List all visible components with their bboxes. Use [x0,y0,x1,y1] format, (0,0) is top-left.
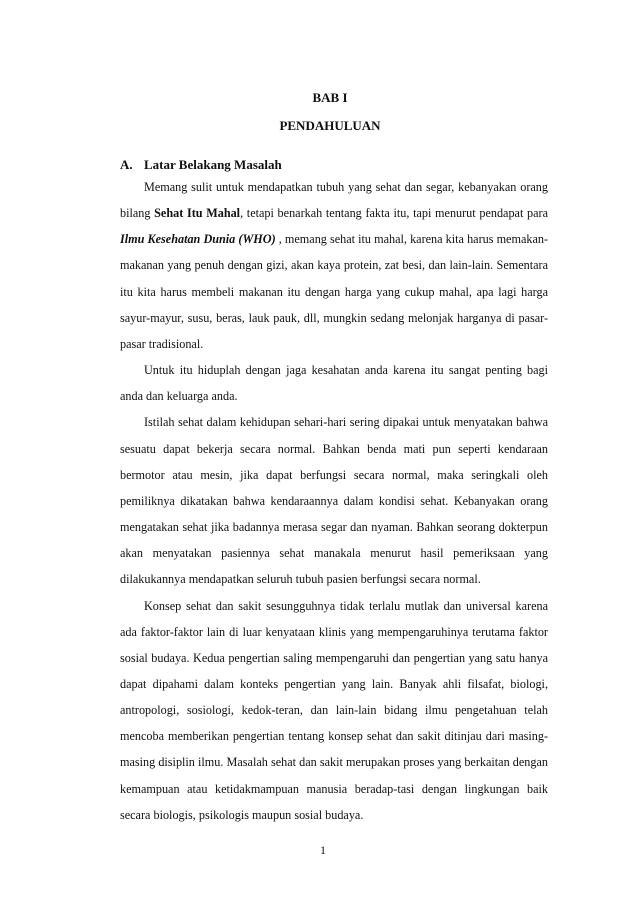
paragraph-1 [120,174,548,357]
emphasis-who: Ilmu Kesehatan Dunia (WHO) [120,232,276,247]
section-heading [120,157,282,173]
body-text [120,174,548,828]
paragraph-1-text-c: , memang sehat itu mahal, karena kita harus memakan- makanan yang penuh dengan gizi, akan kaya protein, zat besi, dan lain-lain. Sementara itu kita harus membeli makanan itu dengan harga yang cukup mahal, apa lagi harga sayur-mayur, susu, beras, lauk pauk, dll, mungkin sedang melonjak harganya di pasar-pasar tradisional. [120,232,549,351]
chapter-title: PENDAHULUAN [279,118,381,133]
paragraph-1-text-b: , tetapi benarkah tentang fakta itu, tapi menurut pendapat para [240,206,548,221]
emphasis-sehat-itu-mahal: Sehat Itu Mahal [154,206,241,221]
paragraph-4: Konsep sehat dan sakit sesungguhnya tidak terlalu mutlak dan universal karena ada faktor-faktor lain di luar kenyataan klinis yang mempengaruhinya terutama faktor sosial budaya. Kedua pengertian saling mempengaruhi dan pengertian yang satu hanya dapat dipahami dalam konteks pengertian yang lain. Banyak ahli filsafat, biologi, antropologi, sosiologi, kedok-teran, dan lain-lain bidang ilmu pengetahuan telah mencoba memberikan pengertian tentang konsep sehat dan sakit ditinjau dari masing-masing disiplin ilmu. Masalah sehat dan sakit merupakan proses yang berkaitan dengan kemampuan atau ketidakmampuan manusia beradap-tasi dengan lingkungan baik secara biologis, psikologis maupun sosial budaya. [120,598,548,822]
page-number: 1 [320,843,326,857]
paragraph-1-text-a: Memang sulit untuk mendapatkan tubuh yang sehat dan segar, kebanyakan orang bilang [120,180,548,221]
chapter-number: BAB I [312,90,348,105]
section-title: Latar Belakang Masalah [144,157,282,172]
paragraph-2: Untuk itu hiduplah dengan jaga kesahatan anda karena itu sangat penting bagi anda dan keluarga anda. [120,363,548,404]
paragraph-3: Istilah sehat dalam kehidupan sehari-hari sering dipakai untuk menyatakan bahwa sesuatu dapat bekerja secara normal. Bahkan benda mati pun seperti kendaraan bermotor atau mesin, jika dapat berfungsi secara normal, maka seringkali oleh pemiliknya dikatakan bahwa kendaraannya dalam kondisi sehat. Kebanyakan orang mengatakan sehat jika badannya merasa segar dan nyaman. Bahkan seorang dokterpun akan menyatakan pasiennya sehat manakala menurut hasil pemeriksaan yang dilakukannya mendapatkan seluruh tubuh pasien berfungsi secara normal. [120,415,548,587]
section-number: A. [120,157,133,172]
